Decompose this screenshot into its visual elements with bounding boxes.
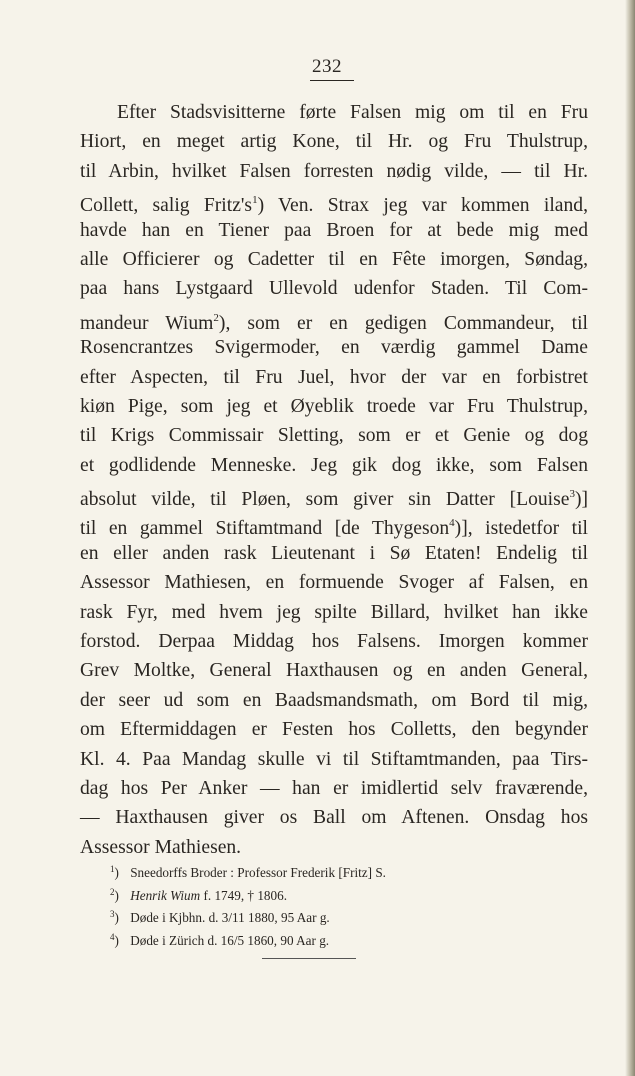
text-line: til Arbin, hvilket Falsen forresten nødig vilde, — til Hr.	[80, 160, 588, 182]
footnote-paren: )	[114, 887, 123, 903]
text-line	[80, 480, 588, 509]
text-segment: ) Ven. Strax jeg var kommen iland,	[257, 195, 588, 217]
text-line: Assessor Mathiesen.	[80, 836, 242, 858]
bottom-rule	[262, 958, 356, 959]
footnote-text: Døde i Kjbhn. d. 3/11 1880, 95 Aar g.	[130, 910, 330, 926]
footnote	[110, 903, 590, 926]
body-text	[80, 98, 588, 862]
text-line: kiøn Pige, som jeg et Øyeblik troede var Fru Thulstrup,	[80, 395, 588, 417]
page-number: 232	[312, 56, 342, 77]
text-line: havde han en Tiener paa Broen for at bede mig med	[80, 219, 588, 241]
footnote-text: f. 1749, † 1806.	[200, 887, 287, 903]
footnote-reference: 1	[252, 194, 258, 207]
text-line: paa hans Lystgaard Ullevold udenfor Staden. Til Com-	[80, 278, 588, 300]
text-line: om Eftermiddagen er Festen hos Colletts, den begynder	[80, 719, 588, 741]
footnote	[110, 926, 590, 949]
text-segment: mandeur Wium	[80, 312, 214, 334]
footnote-paren: )	[114, 910, 123, 926]
footnote-italic-name: Henrik Wium	[130, 887, 201, 903]
text-line	[80, 186, 588, 215]
footnote	[110, 858, 590, 881]
footnotes	[110, 858, 590, 948]
text-line: alle Officierer og Cadetter til en Fête imorgen, Søndag,	[80, 248, 588, 270]
page-edge	[625, 0, 635, 1076]
footnote-mark: 4	[110, 931, 115, 942]
footnote-mark: 2	[110, 886, 115, 897]
footnote-mark: 1	[110, 864, 115, 874]
text-line: til Krigs Commissair Sletting, som er et Genie og dog	[80, 425, 588, 447]
text-segment: ), som er en gedigen Commandeur, til	[218, 312, 588, 334]
footnote-text: Døde i Zürich d. 16/5 1860, 90 Aar g.	[130, 932, 330, 948]
page-number-underline	[310, 80, 354, 81]
footnote-reference: 3	[569, 488, 575, 501]
text-segment: Collett, salig Fritz's	[80, 195, 253, 217]
text-line: et godlidende Menneske. Jeg gik dog ikke, som Falsen	[80, 454, 588, 476]
text-line: der seer ud som en Baadsmandsmath, om Bord til mig,	[80, 689, 588, 711]
footnote-text: Sneedorffs Broder : Professor Frederik [Fritz] S.	[130, 865, 386, 880]
footnote-mark: 3	[110, 909, 115, 920]
footnote	[110, 881, 590, 904]
text-line: en eller anden rask Lieutenant i Sø Etaten! Endelig til	[80, 542, 588, 564]
text-line: Kl. 4. Paa Mandag skulle vi til Stiftamtmanden, paa Tirs-	[80, 748, 588, 770]
footnote-reference: 2	[213, 311, 219, 324]
text-line: Assessor Mathiesen, en formuende Svoger af Falsen, en	[80, 572, 588, 594]
footnote-paren: )	[114, 932, 123, 948]
text-line	[80, 509, 588, 538]
text-line: Efter Stadsvisitterne førte Falsen mig om til en Fru	[117, 102, 588, 123]
text-line: Rosencrantzes Svigermoder, en værdig gammel Dame	[80, 337, 588, 359]
text-segment: )], istedetfor til	[454, 518, 588, 540]
text-line: — Haxthausen giver os Ball om Aftenen. Onsdag hos	[80, 807, 588, 829]
text-segment: absolut vilde, til Pløen, som giver sin Datter [Louise	[80, 489, 570, 511]
footnote-reference: 4	[449, 517, 455, 530]
text-segment: til en gammel Stiftamtmand [de Thygeson	[80, 518, 450, 540]
text-line	[80, 304, 588, 333]
text-segment: )]	[574, 489, 588, 511]
footnote-paren: )	[114, 865, 123, 880]
text-line: rask Fyr, med hvem jeg spilte Billard, hvilket han ikke	[80, 601, 588, 623]
text-line: Grev Moltke, General Haxthausen og en anden General,	[80, 660, 588, 682]
text-line: forstod. Derpaa Middag hos Falsens. Imorgen kommer	[80, 631, 588, 653]
text-line: dag hos Per Anker — han er imidlertid selv fraværende,	[80, 777, 588, 799]
text-line: Hiort, en meget artig Kone, til Hr. og Fru Thulstrup,	[80, 131, 588, 153]
text-line: efter Aspecten, til Fru Juel, hvor der var en forbistret	[80, 366, 588, 388]
